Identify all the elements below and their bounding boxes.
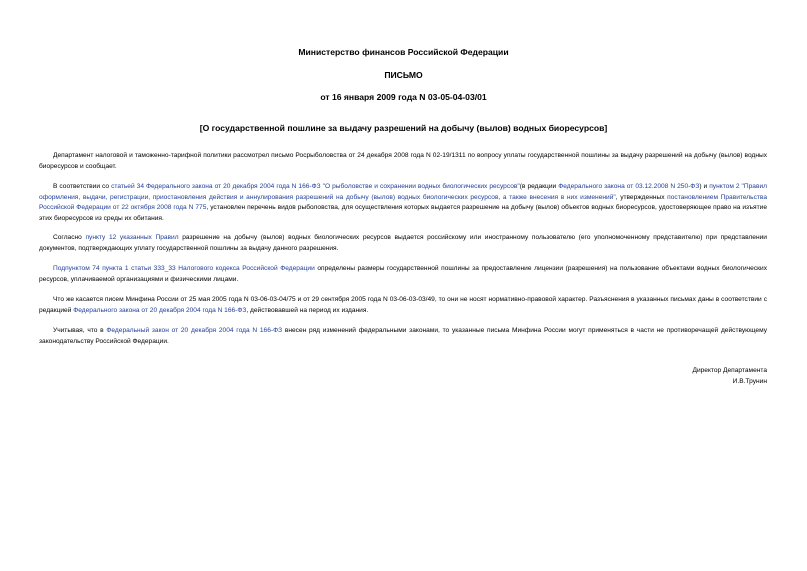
paragraph-2-text-5: , установлен перечень видов рыболовства, для осуществления которых выдается разрешение на добычу (вылов) объектов водных биоресурсов, удостоверяющее право на изъятие этих биоресурсов из среды их обитания. (39, 204, 767, 222)
paragraph-6-text-1: Учитывая, что в (53, 327, 107, 334)
document-subject: [О государственной пошлине за выдачу разрешений на добычу (вылов) водных биоресурсов] (199, 123, 608, 133)
link-law-166-revision[interactable]: Федерального закона от 20 декабря 2004 года N 166-ФЗ (73, 306, 247, 314)
paragraph-2-text-3: ) и (699, 183, 710, 190)
paragraph-5-text-1: Что же касается писем Минфина России от 25 мая 2005 года N 03-06-03-04/75 и от 29 сентября 2005 года N 03-06-03-03/49, то они не носят нормативно-правовой характер. Разъяснения в указанных письмах даны в соответствии с редакцией (39, 296, 767, 314)
paragraph-5 (39, 295, 767, 316)
link-tax-code-333-33[interactable]: Подпунктом 74 пункта 1 статьи 333_33 Налогового кодекса Российской Федерации (53, 265, 315, 272)
signature-position: Директор Департамента (692, 367, 767, 374)
signature-block (692, 366, 767, 387)
link-government-resolution-775[interactable]: постановлением Правительства Российской Федерации от 22 октября 2008 года N 775 (39, 193, 767, 212)
paragraph-2-text-4: , утвержденных (615, 193, 668, 201)
paragraph-3 (39, 233, 767, 254)
paragraph-6-text-2: внесен ряд изменений федеральными законами, то указанные письма Минфина России могут применяться в части не противоречащей действующему законодательству Российской Федерации. (39, 327, 767, 345)
link-article-34-law-166[interactable]: статьей 34 Федерального закона от 20 декабря 2004 года N 166-ФЗ "О рыболовстве и сохранении водных биологических ресурсов" (111, 183, 520, 190)
document-type: ПИСЬМО (384, 70, 423, 80)
paragraph-6 (39, 326, 767, 347)
paragraph-3-text-1: Согласно (53, 234, 86, 241)
paragraph-2-text-1: В соответствии со (53, 183, 112, 190)
paragraph-2 (39, 182, 767, 224)
link-law-166[interactable]: Федеральный закон от 20 декабря 2004 года N 166-ФЗ (106, 327, 283, 334)
paragraph-1: Департамент налоговой и таможенно-тарифной политики рассмотрел письмо Росрыболовства от 24 декабря 2008 года N 02-19/1311 по вопросу уплаты государственной пошлины за выдачу разрешений на добычу (вылов) водных биоресурсов и сообщает. (39, 152, 767, 170)
link-rules-point-12[interactable]: пункту 12 указанных Правил (85, 234, 179, 241)
paragraph-4 (39, 264, 767, 285)
ministry-title: Министерство финансов Российской Федерации (298, 47, 509, 57)
paragraph-3-text-2: разрешение на добычу (вылов) водных биологических ресурсов выдается российскому или иностранному пользователю (его уполномоченному представителю) при представлении документов, подтверждающих уплату государственной пошлины за выдачу данного разрешения. (39, 234, 767, 252)
link-law-250[interactable]: Федерального закона от 03.12.2008 N 250-ФЗ (558, 183, 700, 190)
paragraph-4-text-1: определены размеры государственной пошлины за предоставление лицензии (разрешения) на пользование объектами водных биологических ресурсов, уплачиваемой организациями и физическими лицами. (39, 265, 768, 283)
signature-name: И.В.Трунин (732, 377, 767, 385)
document-date-number: от 16 января 2009 года N 03-05-04-03/01 (320, 92, 487, 102)
paragraph-2-text-2: (в редакции (519, 183, 559, 190)
link-rules-point-2[interactable]: пунктом 2 "Правил оформления, выдачи, регистрации, приостановления действия и аннулирования разрешений на добычу (вылов) водных биологических ресурсов, а также внесения в них изменений" (39, 183, 767, 201)
paragraph-5-text-2: , действовавшей на период их издания. (246, 306, 369, 314)
